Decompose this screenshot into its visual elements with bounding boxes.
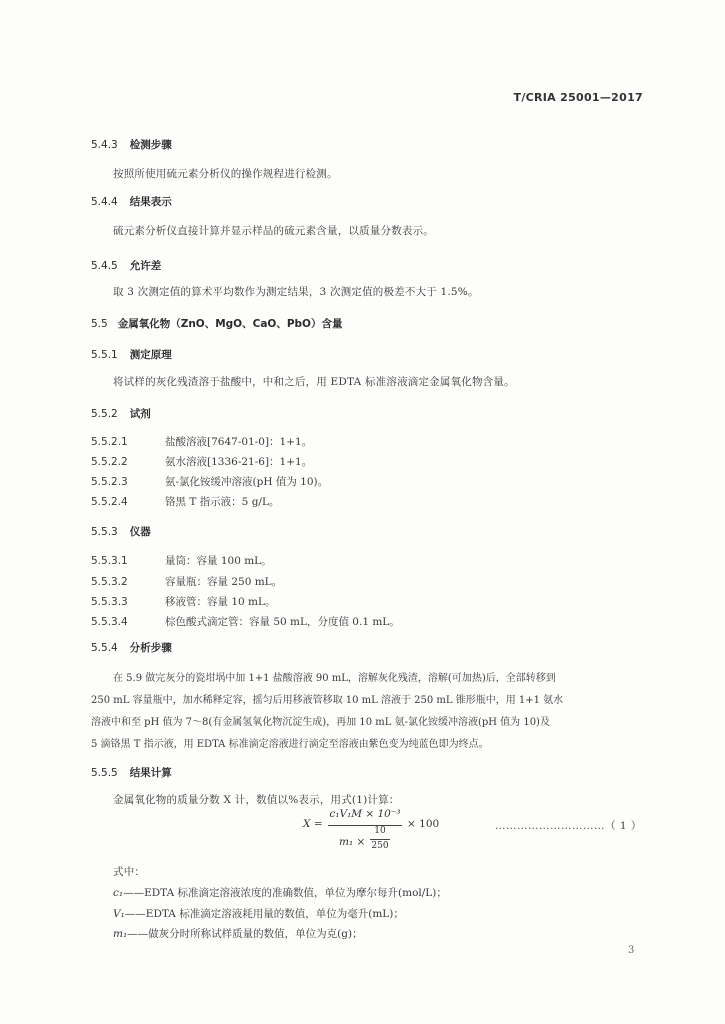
section-heading-5-5-3: [91, 524, 151, 539]
formula-multiplier: × 100: [407, 818, 440, 830]
list-item: [91, 594, 275, 609]
definition-text: ——做灰分时所称试样质量的数值，单位为克(g)；: [127, 928, 363, 940]
list-item: [91, 474, 328, 489]
equation-number: …………………………（ 1 ）: [495, 820, 642, 832]
where-label: 式中：: [113, 866, 146, 878]
item-number: 5.5.3.3: [91, 596, 128, 608]
section-heading-5-5-5: [91, 765, 172, 780]
item-text: 容量瓶：容量 250 mL。: [165, 576, 283, 588]
paragraph-line: 在 5.9 做完灰分的瓷坩埚中加 1+1 盐酸溶液 90 mL，溶解灰化残渣，溶解(可加热)后，全部转移到: [113, 673, 556, 684]
formula-denominator-mass: m₁ ×: [339, 836, 366, 848]
paragraph: 取 3 次测定值的算术平均数作为测定结果，3 次测定值的极差不大于 1.5%。: [113, 286, 479, 298]
symbol: V₁: [113, 908, 125, 920]
list-item: [91, 494, 279, 509]
section-title: 金属氧化物（ZnO、MgO、CaO、PbO）含量: [117, 318, 343, 330]
item-text: 氨-氯化铵缓冲溶液(pH 值为 10)。: [165, 476, 329, 488]
section-heading-5-4-5: [91, 258, 161, 273]
item-text: 棕色酸式滴定管：容量 50 mL，分度值 0.1 mL。: [165, 616, 400, 628]
item-number: 5.5.2.3: [91, 476, 128, 488]
symbol: m₁: [113, 928, 128, 940]
item-text: 盐酸溶液[7647-01-0]：1+1。: [165, 436, 313, 448]
definition-v1: [113, 906, 404, 921]
section-title: 检测步骤: [129, 139, 172, 151]
paragraph-line: 溶液中和至 pH 值为 7～8(有金属氢氧化物沉淀生成)，再加 10 mL 氨-氯化铵缓冲溶液(pH 值为 10)及: [91, 717, 550, 728]
paragraph-line: 5 滴铬黑 T 指示液，用 EDTA 标准滴定溶液进行滴定至溶液由紫色变为纯蓝色即为终点。: [91, 739, 489, 750]
section-heading-5-4-3: [91, 137, 172, 152]
definition-text: ——EDTA 标准滴定溶液耗用量的数值，单位为毫升(mL)；: [124, 908, 404, 920]
list-item: [91, 454, 312, 469]
section-number: 5.5.1: [91, 349, 118, 361]
section-heading-5-5-4: [91, 640, 172, 655]
formula-inner-numerator: 10: [374, 826, 386, 836]
formula-lhs: X =: [303, 818, 323, 830]
item-number: 5.5.3.1: [91, 555, 128, 567]
section-heading-5-5-2: [91, 406, 151, 421]
section-title: 结果表示: [129, 196, 172, 208]
item-text: 移液管：容量 10 mL。: [165, 596, 276, 608]
section-number: 5.5.2: [91, 408, 118, 420]
inner-fraction-bar: [370, 839, 390, 840]
definition-text: ——EDTA 标准滴定溶液浓度的准确数值，单位为摩尔每升(mol/L)；: [123, 887, 447, 899]
list-item: [91, 434, 312, 449]
section-number: 5.4.4: [91, 196, 118, 208]
paragraph: 按照所使用硫元素分析仪的操作规程进行检测。: [113, 168, 338, 180]
item-text: 氨水溶液[1336-21-6]：1+1。: [165, 456, 313, 468]
list-item: [91, 614, 400, 629]
section-title: 分析步骤: [129, 642, 172, 654]
formula-numerator: c₁V₁M × 10⁻³: [329, 808, 401, 820]
section-title: 允许差: [129, 260, 162, 272]
item-number: 5.5.2.4: [91, 496, 128, 508]
item-number: 5.5.3.4: [91, 616, 128, 628]
formula-inner-denominator: 250: [371, 841, 389, 851]
item-text: 铬黑 T 指示液：5 g/L。: [165, 496, 280, 508]
section-number: 5.4.5: [91, 260, 118, 272]
paragraph-line: 250 mL 容量瓶中，加水稀释定容，摇匀后用移液管移取 10 mL 溶液于 250 mL 锥形瓶中，用 1+1 氨水: [91, 695, 564, 706]
section-title: 仪器: [129, 526, 151, 538]
list-item: [91, 574, 282, 589]
symbol: c₁: [113, 887, 124, 899]
section-number: 5.5.3: [91, 526, 118, 538]
section-heading-5-4-4: [91, 194, 172, 209]
item-text: 量筒：容量 100 mL。: [165, 555, 272, 567]
section-title: 试剂: [129, 408, 151, 420]
item-number: 5.5.2.1: [91, 436, 128, 448]
paragraph: 将试样的灰化残渣溶于盐酸中，中和之后，用 EDTA 标准溶液滴定金属氧化物含量。: [113, 376, 515, 388]
section-number: 5.5: [91, 318, 108, 330]
section-heading-5-5: [91, 316, 342, 331]
section-heading-5-5-1: [91, 347, 172, 362]
definition-c1: [113, 885, 447, 900]
section-title: 结果计算: [129, 767, 172, 779]
paragraph: 金属氧化物的质量分数 X 计，数值以%表示，用式(1)计算：: [113, 794, 400, 806]
section-number: 5.5.5: [91, 767, 118, 779]
definition-m1: [113, 926, 363, 941]
item-number: 5.5.3.2: [91, 576, 128, 588]
section-number: 5.5.4: [91, 642, 118, 654]
page-number: 3: [628, 945, 635, 956]
standard-number: T/CRIA 25001—2017: [513, 91, 643, 104]
list-item: [91, 553, 272, 568]
section-title: 测定原理: [129, 349, 172, 361]
item-number: 5.5.2.2: [91, 456, 128, 468]
section-number: 5.4.3: [91, 139, 118, 151]
paragraph: 硫元素分析仪直接计算并显示样品的硫元素含量，以质量分数表示。: [113, 225, 434, 237]
